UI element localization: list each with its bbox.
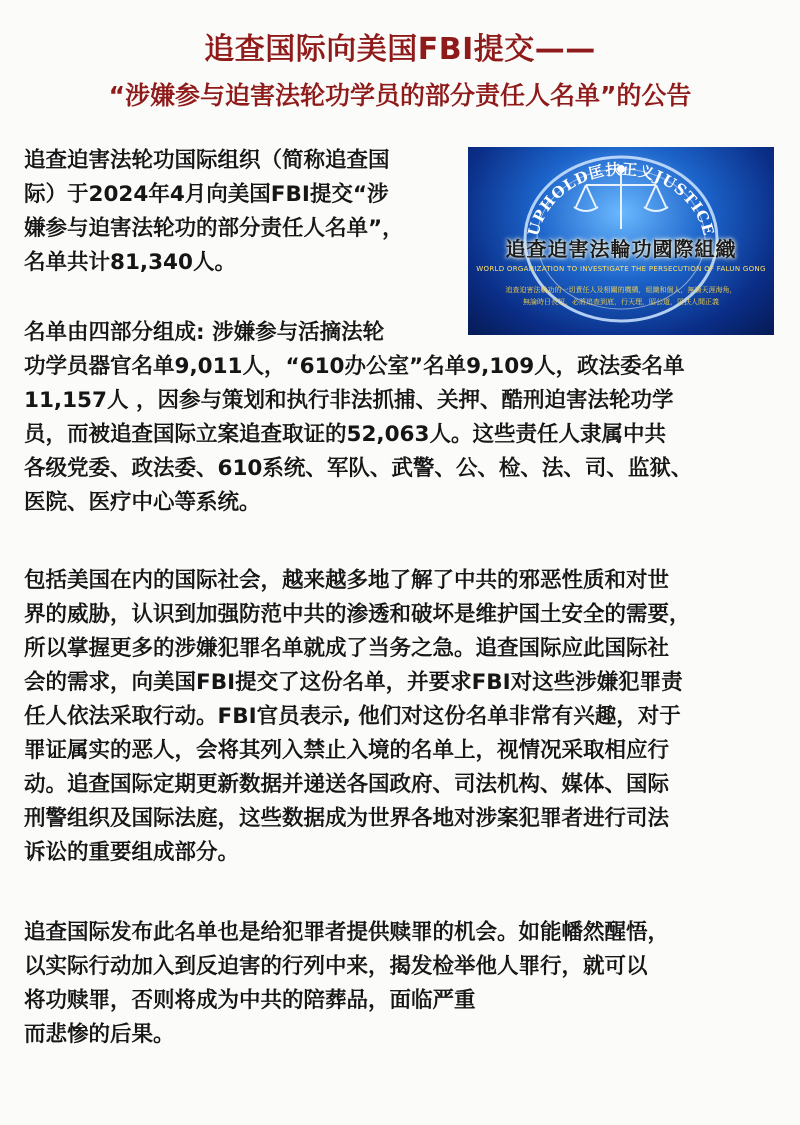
logo-english-name: WORLD ORGANIZATION TO INVESTIGATE THE PERSECUTION OF FALUN GONG (476, 265, 766, 273)
text-line: 所以掌握更多的涉嫌犯罪名单就成了当务之急。追查国际应此国际社 (24, 636, 670, 661)
text-line: 包括美国在内的国际社会，越来越多地了解了中共的邪恶性质和对世 (24, 568, 670, 593)
logo-arc-text: UPHOLD匡扶正义JUSTICE (524, 160, 718, 238)
text-line: 任人依法采取行动。FBI官员表示, 他们对这份名单非常有兴趣，对于 (24, 704, 681, 729)
text-line: 11,157人 ，因参与策划和执行非法抓捕、关押、酷刑迫害法轮功学 (24, 388, 674, 413)
text-line: 罪证属实的恶人，会将其列入禁止入境的名单上，视情况采取相应行 (24, 738, 670, 763)
text-line: 员，而被追查国际立案追查取证的52,063人。这些责任人隶属中共 (24, 422, 666, 447)
text-line: 各级党委、政法委、610系统、军队、武警、公、检、法、司、监狱、 (24, 456, 693, 481)
text-line: 界的威胁，认识到加强防范中共的渗透和破坏是维护国土安全的需要， (24, 602, 691, 627)
logo-chinese-name: 追查迫害法輪功國際組織 (505, 237, 737, 261)
text-line: 动。追查国际定期更新数据并递送各国政府、司法机构、媒体、国际 (24, 772, 670, 797)
logo-sub-line-2: 無論時日長短，必將追查到底，行天理，昭公道，匡扶人間正義 (523, 298, 719, 306)
text-line: 刑警组织及国际法庭，这些数据成为世界各地对涉案犯罪者进行司法 (24, 806, 670, 831)
text-line: 诉讼的重要组成部分。 (24, 840, 240, 865)
page-subtitle: “涉嫌参与迫害法轮功学员的部分责任人名单”的公告 (108, 81, 692, 110)
text-line: 将功赎罪，否则将成为中共的陪葬品，面临严重 (24, 988, 476, 1013)
text-line: 追查迫害法轮功国际组织（简称追查国 (24, 148, 390, 173)
text-line: 会的需求，向美国FBI提交了这份名单，并要求FBI对这些涉嫌犯罪责 (24, 670, 683, 695)
text-line: 而悲惨的后果。 (24, 1022, 175, 1047)
text-line: 以实际行动加入到反迫害的行列中来，揭发检举他人罪行，就可以 (24, 954, 648, 979)
text-line: 功学员器官名单9,011人，“610办公室”名单9,109人，政法委名单 (24, 354, 685, 379)
page-title: 追查国际向美国FBI提交—— (204, 32, 596, 67)
logo-sub-line-1: 追查迫害法輪功的一切責任人及相關的機構，組織和個人，無論天涯海角， (505, 286, 737, 294)
text-line: 医院、医疗中心等系统。 (24, 490, 261, 515)
text-line: 名单共计81,340人。 (24, 250, 236, 275)
text-line: 嫌参与迫害法轮功的部分责任人名单”， (24, 216, 404, 241)
organization-logo (468, 147, 774, 335)
text-line: 追查国际发布此名单也是给犯罪者提供赎罪的机会。如能幡然醒悟， (24, 920, 670, 945)
text-line: 名单由四部分组成: 涉嫌参与活摘法轮 (24, 320, 385, 345)
text-line: 际）于2024年4月向美国FBI提交“涉 (24, 182, 389, 207)
